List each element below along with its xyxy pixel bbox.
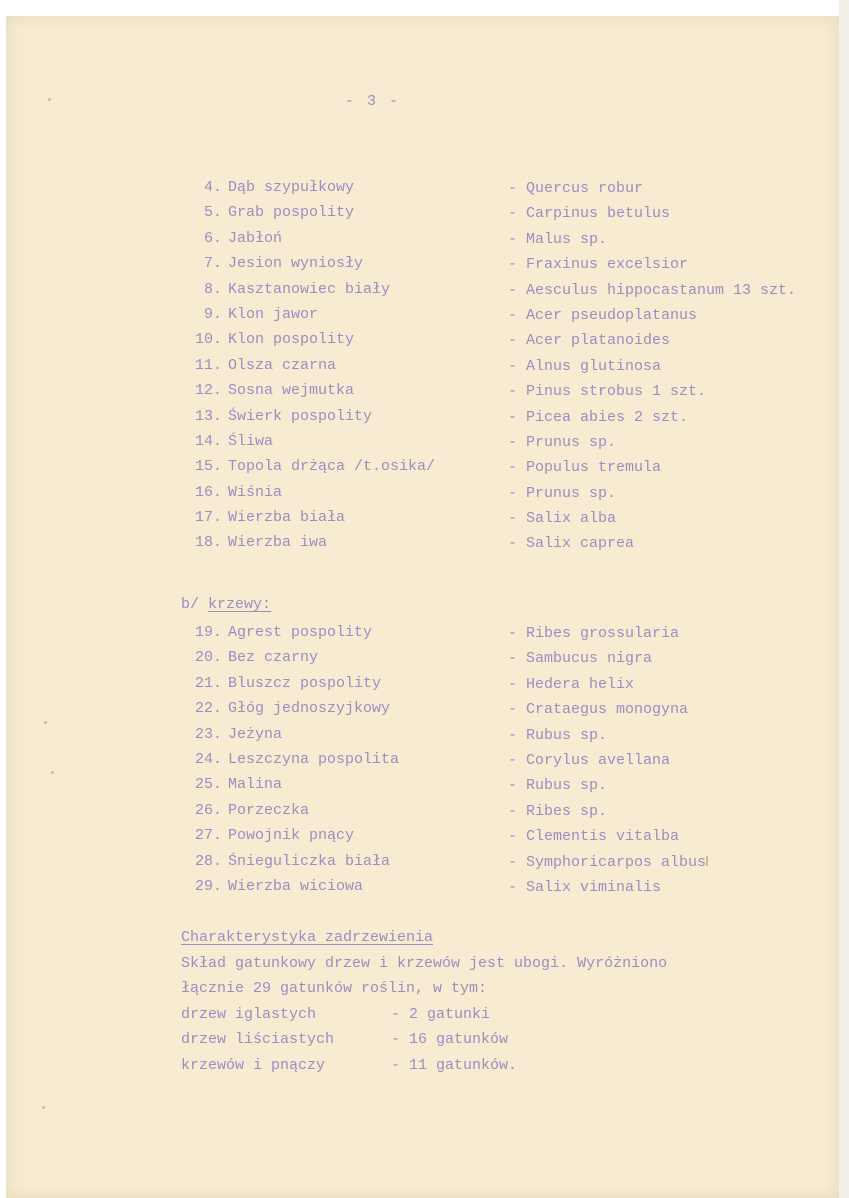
species-name-row: [186, 277, 496, 302]
species-latin-name: - Ribes sp.: [508, 802, 608, 820]
species-latin-name: - Salix alba: [508, 510, 617, 528]
stat-label: krzewów i pnączy: [181, 1056, 326, 1074]
species-number: 6.: [203, 229, 222, 247]
shrub-latin-column: [508, 621, 838, 900]
tree-latin-column: [508, 176, 838, 557]
species-name-row: [186, 849, 496, 874]
species-polish-name: Dąb szypułkowy: [228, 179, 355, 196]
species-number: 17.: [194, 509, 222, 527]
species-polish-name: Sosna wejmutka: [228, 382, 355, 400]
characteristics-paragraph: [181, 951, 781, 1002]
shrubs-label: krzewy:: [208, 596, 272, 613]
species-polish-name: Wiśnia: [228, 483, 283, 501]
species-polish-name: Bluszcz pospolity: [228, 674, 382, 692]
species-number: 8.: [203, 280, 222, 298]
species-name-row: [186, 404, 496, 429]
species-number: 10.: [194, 331, 222, 349]
species-polish-name: Olsza czarna: [228, 356, 337, 374]
species-latin-name: - Rubus sp.: [508, 777, 608, 795]
species-number: 24.: [194, 750, 222, 768]
species-latin-name: - Salix viminalis: [508, 878, 662, 896]
species-polish-name: Bez czarny: [228, 649, 319, 667]
species-number: 13.: [194, 407, 222, 425]
species-polish-name: Malina: [228, 776, 283, 794]
characteristics-heading: Charakterystyka zadrzewienia: [181, 929, 434, 946]
species-polish-name: Świerk pospolity: [228, 407, 373, 425]
species-polish-name: Kasztanowiec biały: [228, 280, 391, 298]
species-polish-name: Klon pospolity: [228, 331, 355, 349]
species-polish-name: Grab pospolity: [228, 204, 355, 222]
species-number: 28.: [194, 852, 222, 870]
species-number: 21.: [194, 674, 222, 692]
species-name-row: [186, 175, 496, 200]
species-polish-name: Jabłoń: [228, 229, 283, 247]
paper-speck: [51, 771, 54, 774]
scan-top-margin: [0, 0, 849, 16]
species-name-row: [186, 772, 496, 797]
species-name-row: [186, 747, 496, 772]
species-number: 26.: [194, 801, 222, 819]
species-polish-name: Klon jawor: [228, 305, 319, 323]
stat-row: [181, 1002, 517, 1027]
species-number: 18.: [194, 534, 222, 552]
species-polish-name: Jeżyna: [228, 725, 283, 743]
paper-speck: [44, 721, 47, 724]
species-latin-name: - Fraxinus excelsior: [508, 256, 689, 274]
species-name-row: [186, 505, 496, 530]
shrubs-label-prefix: b/: [181, 596, 200, 613]
species-name-row: [186, 378, 496, 403]
species-name-row: [186, 302, 496, 327]
stat-label: drzew iglastych: [181, 1006, 317, 1023]
species-name-row: [186, 200, 496, 225]
species-latin-name: - Symphoricarpos albus: [508, 853, 707, 871]
characteristics-line: łącznie 29 gatunków roślin, w tym:: [181, 980, 488, 998]
species-latin-name: - Pinus strobus 1 szt.: [508, 383, 707, 401]
species-number: 16.: [194, 483, 222, 501]
species-polish-name: Wierzba biała: [228, 509, 346, 527]
species-number: 9.: [203, 305, 222, 323]
species-latin-name: - Prunus sp.: [508, 433, 617, 451]
species-polish-name: Głóg jednoszyjkowy: [228, 700, 391, 718]
stat-label: drzew liściastych: [181, 1031, 335, 1049]
species-stats: [181, 1002, 517, 1078]
species-number: 29.: [194, 877, 222, 895]
stat-value: - 16 gatunków: [391, 1031, 509, 1049]
species-number: 4.: [203, 179, 222, 196]
species-number: 15.: [194, 458, 222, 476]
species-latin-name: - Corylus avellana: [508, 751, 671, 769]
species-latin-name: - Picea abies 2 szt.: [508, 408, 689, 426]
species-name-row: [186, 696, 496, 721]
species-latin-name: - Populus tremula: [508, 459, 662, 477]
species-polish-name: Leszczyna pospolita: [228, 750, 400, 768]
stat-value: - 11 gatunków.: [391, 1056, 518, 1074]
species-latin-name: - Sambucus nigra: [508, 650, 653, 668]
species-latin-name: - Hedera helix: [508, 675, 635, 693]
paper-speck: [42, 1106, 45, 1109]
species-number: 7.: [203, 255, 222, 273]
species-name-row: [186, 874, 496, 899]
species-latin-name: - Malus sp.: [508, 230, 608, 248]
characteristics-line: Skład gatunkowy drzew i krzewów jest ubogi. Wyróżniono: [181, 955, 668, 972]
shrubs-section-label: [181, 592, 271, 617]
species-name-row: [186, 353, 496, 378]
species-number: 11.: [194, 356, 222, 374]
species-name-row: [186, 798, 496, 823]
shrub-names-column: [186, 620, 496, 899]
species-latin-name: - Acer platanoides: [508, 332, 671, 350]
species-latin-name: - Carpinus betulus: [508, 205, 671, 223]
species-polish-name: Topola drżąca /t.osika/: [228, 458, 436, 476]
species-name-row: [186, 454, 496, 479]
species-latin-name: - Acer pseudoplatanus: [508, 306, 698, 324]
species-polish-name: Śliwa: [228, 432, 274, 450]
species-polish-name: Jesion wyniosły: [228, 255, 364, 273]
species-number: 14.: [194, 432, 222, 450]
species-polish-name: Porzeczka: [228, 801, 310, 819]
species-latin-name: - Prunus sp.: [508, 484, 617, 502]
stat-row: [181, 1053, 517, 1078]
species-number: 19.: [194, 624, 222, 641]
species-latin-name: - Alnus glutinosa: [508, 357, 662, 375]
species-latin-name: - Crataegus monogyna: [508, 701, 689, 719]
paper-speck: [48, 98, 51, 101]
species-name-row: [186, 480, 496, 505]
species-number: 20.: [194, 649, 222, 667]
species-name-row: [186, 645, 496, 670]
species-number: 5.: [203, 204, 222, 222]
species-name-row: [186, 722, 496, 747]
species-latin-name: - Ribes grossularia: [508, 625, 680, 642]
species-name-row: [186, 327, 496, 352]
species-polish-name: Powojnik pnący: [228, 827, 355, 845]
stat-value: - 2 gatunki: [391, 1006, 491, 1023]
species-number: 27.: [194, 827, 222, 845]
species-name-row: [186, 226, 496, 251]
species-name-row: [186, 530, 496, 555]
species-number: 25.: [194, 776, 222, 794]
species-latin-name: - Rubus sp.: [508, 726, 608, 744]
species-name-row: [186, 620, 496, 645]
stat-row: [181, 1027, 517, 1052]
species-name-row: [186, 823, 496, 848]
species-number: 23.: [194, 725, 222, 743]
species-polish-name: Śnieguliczka biała: [228, 852, 391, 870]
page-number: - 3 -: [345, 93, 401, 110]
tree-names-column: [186, 175, 496, 556]
scan-right-margin: [839, 0, 849, 1198]
species-name-row: [186, 671, 496, 696]
species-name-row: [186, 429, 496, 454]
species-latin-name: - Salix caprea: [508, 535, 635, 553]
species-polish-name: Wierzba wiciowa: [228, 877, 364, 895]
species-latin-name: - Quercus robur: [508, 180, 644, 197]
species-latin-name: - Clementis vitalba: [508, 828, 680, 846]
species-number: 12.: [194, 382, 222, 400]
species-number: 22.: [194, 700, 222, 718]
species-polish-name: Wierzba iwa: [228, 534, 328, 552]
species-latin-name: - Aesculus hippocastanum 13 szt.: [508, 281, 797, 299]
species-polish-name: Agrest pospolity: [228, 624, 373, 641]
species-name-row: [186, 251, 496, 276]
